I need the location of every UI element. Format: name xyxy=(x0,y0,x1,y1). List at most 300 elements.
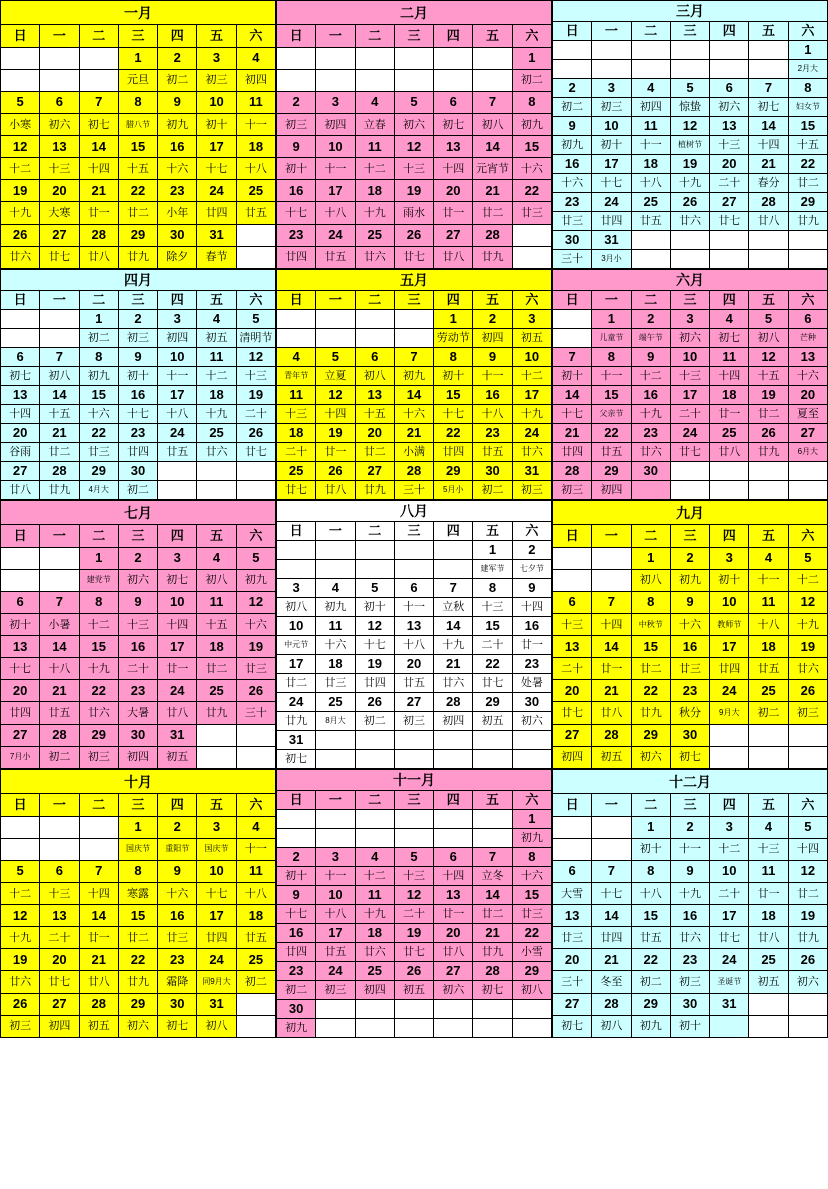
lunar-label: 廿二 xyxy=(473,202,512,224)
lunar-label: 廿八 xyxy=(316,481,355,500)
day-number: 27 xyxy=(553,993,592,1015)
day-number: 29 xyxy=(631,724,670,746)
day-number: 25 xyxy=(355,224,394,246)
lunar-label: 十一 xyxy=(670,838,709,860)
lunar-label: 春分 xyxy=(749,174,788,193)
lunar-label xyxy=(394,1019,433,1038)
lunar-label: 初二 xyxy=(473,481,512,500)
lunar-label: 三十 xyxy=(553,971,592,993)
lunar-label xyxy=(434,69,473,91)
weekday-header: 日 xyxy=(1,291,40,310)
day-number: 18 xyxy=(749,905,788,927)
lunar-label: 初八 xyxy=(355,367,394,386)
day-number: 12 xyxy=(670,117,709,136)
day-number: 18 xyxy=(355,924,394,943)
day-number: 29 xyxy=(118,224,157,246)
day-number: 26 xyxy=(1,993,40,1015)
day-number: 20 xyxy=(40,949,79,971)
day-number: 2 xyxy=(631,310,670,329)
day-number: 5 xyxy=(670,79,709,98)
lunar-label: 十六 xyxy=(512,867,551,886)
day-number: 15 xyxy=(512,136,551,158)
lunar-label: 廿二 xyxy=(277,674,316,693)
lunar-label: 廿三 xyxy=(553,927,592,949)
day-number: 14 xyxy=(79,136,118,158)
weekday-header: 四 xyxy=(158,25,197,47)
weekday-header: 五 xyxy=(749,794,788,816)
lunar-label: 廿五 xyxy=(473,443,512,462)
weekday-header: 六 xyxy=(788,794,827,816)
day-number: 14 xyxy=(592,636,631,658)
lunar-label: 立夏 xyxy=(316,367,355,386)
lunar-label xyxy=(749,60,788,79)
lunar-label: 廿一 xyxy=(79,202,118,224)
lunar-label: 初七 xyxy=(277,750,316,769)
day-number: 2 xyxy=(670,547,709,569)
day-number: 8 xyxy=(79,348,118,367)
month-title: 七月 xyxy=(1,501,276,525)
day-number xyxy=(236,993,275,1015)
lunar-label: 二十 xyxy=(236,405,275,424)
weekday-header: 日 xyxy=(1,794,40,816)
day-number: 10 xyxy=(512,348,551,367)
day-number: 9 xyxy=(670,860,709,882)
lunar-label: 十四 xyxy=(749,136,788,155)
day-number: 28 xyxy=(473,224,512,246)
day-number: 23 xyxy=(277,224,316,246)
day-number: 7 xyxy=(473,848,512,867)
day-number: 30 xyxy=(473,462,512,481)
day-number: 5 xyxy=(1,91,40,113)
lunar-label xyxy=(631,481,670,500)
day-number: 25 xyxy=(236,180,275,202)
day-number: 1 xyxy=(631,547,670,569)
lunar-label: 廿八 xyxy=(592,702,631,724)
lunar-label: 初三 xyxy=(277,113,316,135)
lunar-label: 廿五 xyxy=(592,443,631,462)
lunar-label: 廿九 xyxy=(749,443,788,462)
day-number: 9 xyxy=(512,579,551,598)
lunar-label: 廿五 xyxy=(749,658,788,680)
lunar-label: 初四 xyxy=(631,98,670,117)
lunar-label: 廿六 xyxy=(512,443,551,462)
lunar-label: 初三 xyxy=(394,712,433,731)
lunar-label: 初三 xyxy=(118,329,157,348)
lunar-label: 初九 xyxy=(631,1015,670,1037)
day-number: 3 xyxy=(158,310,197,329)
lunar-label: 十二 xyxy=(1,882,40,904)
lunar-label: 廿四 xyxy=(434,443,473,462)
weekday-header: 六 xyxy=(236,525,275,547)
day-number: 5 xyxy=(1,860,40,882)
weekday-header: 六 xyxy=(236,291,275,310)
day-number: 5 xyxy=(236,310,275,329)
weekday-header: 二 xyxy=(355,291,394,310)
day-number: 10 xyxy=(197,91,236,113)
lunar-label: 处暑 xyxy=(512,674,551,693)
day-number xyxy=(316,310,355,329)
day-number xyxy=(236,462,275,481)
lunar-label: 初六 xyxy=(394,113,433,135)
lunar-label: 廿六 xyxy=(1,246,40,268)
day-number: 20 xyxy=(553,680,592,702)
lunar-label xyxy=(158,481,197,500)
day-number: 12 xyxy=(236,348,275,367)
lunar-label: 廿七 xyxy=(236,443,275,462)
lunar-label: 廿三 xyxy=(512,202,551,224)
day-number: 17 xyxy=(277,655,316,674)
day-number: 2 xyxy=(670,816,709,838)
day-number: 12 xyxy=(316,386,355,405)
lunar-label: 廿九 xyxy=(277,712,316,731)
month-table xyxy=(0,0,276,269)
lunar-label: 十五 xyxy=(197,613,236,635)
lunar-label: 儿童节 xyxy=(592,329,631,348)
lunar-label xyxy=(394,829,433,848)
lunar-label: 初八 xyxy=(473,113,512,135)
lunar-label: 初二 xyxy=(118,481,157,500)
weekday-header: 日 xyxy=(277,291,316,310)
lunar-label xyxy=(512,1019,551,1038)
lunar-label: 廿二 xyxy=(788,882,827,904)
day-number: 23 xyxy=(158,949,197,971)
lunar-label: 初四 xyxy=(118,746,157,768)
day-number: 1 xyxy=(79,547,118,569)
lunar-label: 十八 xyxy=(158,405,197,424)
lunar-label: 廿六 xyxy=(631,443,670,462)
day-number: 8 xyxy=(592,348,631,367)
lunar-label: 十九 xyxy=(512,405,551,424)
weekday-header: 六 xyxy=(788,525,827,547)
lunar-label: 十四 xyxy=(1,405,40,424)
lunar-label: 十四 xyxy=(79,158,118,180)
lunar-label: 端午节 xyxy=(631,329,670,348)
weekday-header: 日 xyxy=(277,522,316,541)
day-number: 17 xyxy=(592,155,631,174)
day-number: 5 xyxy=(749,310,788,329)
day-number xyxy=(553,816,592,838)
day-number xyxy=(1,547,40,569)
lunar-label: 十五 xyxy=(40,405,79,424)
day-number: 7 xyxy=(79,91,118,113)
lunar-label: 初五 xyxy=(592,746,631,768)
weekday-header: 一 xyxy=(316,291,355,310)
lunar-label xyxy=(434,560,473,579)
lunar-label: 青年节 xyxy=(277,367,316,386)
day-number xyxy=(670,462,709,481)
lunar-label: 十一 xyxy=(749,569,788,591)
lunar-label xyxy=(473,69,512,91)
weekday-header: 三 xyxy=(394,522,433,541)
lunar-label xyxy=(592,569,631,591)
weekday-header: 二 xyxy=(355,25,394,47)
day-number xyxy=(592,41,631,60)
lunar-label: 十九 xyxy=(1,202,40,224)
lunar-label xyxy=(631,60,670,79)
day-number: 23 xyxy=(631,424,670,443)
day-number xyxy=(79,47,118,69)
lunar-label xyxy=(79,838,118,860)
day-number: 12 xyxy=(1,136,40,158)
lunar-label: 初六 xyxy=(631,746,670,768)
day-number: 17 xyxy=(316,924,355,943)
day-number: 4 xyxy=(355,91,394,113)
weekday-header: 四 xyxy=(434,791,473,810)
lunar-label xyxy=(277,829,316,848)
lunar-label: 十六 xyxy=(236,613,275,635)
day-number: 7 xyxy=(749,79,788,98)
day-number: 15 xyxy=(118,905,157,927)
lunar-label: 初二 xyxy=(79,329,118,348)
lunar-label: 初六 xyxy=(118,569,157,591)
day-number: 12 xyxy=(394,136,433,158)
lunar-label: 元宵节 xyxy=(473,158,512,180)
lunar-label: 初三 xyxy=(512,481,551,500)
day-number: 2 xyxy=(512,541,551,560)
day-number: 27 xyxy=(40,224,79,246)
lunar-label xyxy=(670,481,709,500)
day-number: 25 xyxy=(749,949,788,971)
day-number: 31 xyxy=(197,993,236,1015)
lunar-label: 廿二 xyxy=(118,927,157,949)
lunar-label: 秋分 xyxy=(670,702,709,724)
lunar-label: 十六 xyxy=(670,613,709,635)
lunar-label: 初八 xyxy=(277,598,316,617)
weekday-header: 六 xyxy=(512,291,551,310)
day-number: 10 xyxy=(277,617,316,636)
day-number xyxy=(394,731,433,750)
day-number: 11 xyxy=(631,117,670,136)
lunar-label: 十一 xyxy=(473,367,512,386)
lunar-label: 春节 xyxy=(197,246,236,268)
lunar-label: 十八 xyxy=(394,636,433,655)
weekday-header: 一 xyxy=(316,522,355,541)
lunar-label: 廿八 xyxy=(79,971,118,993)
day-number: 22 xyxy=(788,155,827,174)
lunar-label: 廿九 xyxy=(118,246,157,268)
lunar-label: 大雪 xyxy=(553,882,592,904)
weekday-header: 日 xyxy=(553,291,592,310)
lunar-label xyxy=(40,838,79,860)
day-number: 31 xyxy=(592,231,631,250)
day-number: 17 xyxy=(710,636,749,658)
lunar-label xyxy=(788,746,827,768)
lunar-label: 廿二 xyxy=(355,443,394,462)
lunar-label: 二十 xyxy=(118,658,157,680)
day-number xyxy=(434,541,473,560)
weekday-header: 四 xyxy=(158,525,197,547)
lunar-label: 十九 xyxy=(788,613,827,635)
lunar-label: 初四 xyxy=(40,1015,79,1037)
lunar-label: 廿三 xyxy=(553,212,592,231)
day-number: 8 xyxy=(631,860,670,882)
lunar-label: 十六 xyxy=(79,405,118,424)
lunar-label: 廿六 xyxy=(788,658,827,680)
weekday-header: 二 xyxy=(79,291,118,310)
day-number: 23 xyxy=(118,680,157,702)
lunar-label: 十三 xyxy=(277,405,316,424)
lunar-label: 9月大 xyxy=(710,702,749,724)
day-number xyxy=(236,724,275,746)
day-number: 4 xyxy=(749,816,788,838)
day-number: 19 xyxy=(1,949,40,971)
lunar-label xyxy=(553,838,592,860)
day-number: 13 xyxy=(355,386,394,405)
day-number: 20 xyxy=(553,949,592,971)
lunar-label: 初五 xyxy=(158,746,197,768)
lunar-label: 初八 xyxy=(631,569,670,591)
day-number: 22 xyxy=(512,924,551,943)
day-number: 17 xyxy=(197,136,236,158)
day-number: 15 xyxy=(434,386,473,405)
lunar-label: 十九 xyxy=(1,927,40,949)
day-number: 1 xyxy=(592,310,631,329)
day-number: 19 xyxy=(236,636,275,658)
lunar-label: 初九 xyxy=(512,829,551,848)
day-number: 5 xyxy=(236,547,275,569)
weekday-header: 六 xyxy=(512,25,551,47)
day-number: 31 xyxy=(710,993,749,1015)
day-number: 27 xyxy=(1,724,40,746)
lunar-label xyxy=(553,60,592,79)
month-table xyxy=(0,769,276,1038)
day-number: 29 xyxy=(79,462,118,481)
lunar-label: 十一 xyxy=(158,367,197,386)
day-number: 30 xyxy=(118,462,157,481)
lunar-label: 十九 xyxy=(355,905,394,924)
day-number xyxy=(394,541,433,560)
day-number xyxy=(473,731,512,750)
weekday-header: 日 xyxy=(553,22,592,41)
lunar-label xyxy=(1,329,40,348)
weekday-header: 三 xyxy=(394,291,433,310)
day-number: 20 xyxy=(434,924,473,943)
lunar-label xyxy=(473,829,512,848)
lunar-label: 十二 xyxy=(1,158,40,180)
lunar-label xyxy=(749,1015,788,1037)
lunar-label: 十三 xyxy=(40,158,79,180)
lunar-label: 廿五 xyxy=(158,443,197,462)
lunar-label: 初二 xyxy=(512,69,551,91)
day-number: 29 xyxy=(118,993,157,1015)
lunar-label: 十九 xyxy=(197,405,236,424)
lunar-label: 廿八 xyxy=(434,246,473,268)
day-number xyxy=(1,816,40,838)
month-title: 五月 xyxy=(277,270,552,291)
day-number: 27 xyxy=(394,693,433,712)
weekday-header: 三 xyxy=(670,525,709,547)
lunar-label: 初二 xyxy=(553,98,592,117)
month-title: 八月 xyxy=(277,501,552,522)
weekday-header: 四 xyxy=(710,794,749,816)
lunar-label: 十四 xyxy=(434,158,473,180)
lunar-label: 廿五 xyxy=(316,943,355,962)
day-number: 18 xyxy=(197,636,236,658)
lunar-label: 廿八 xyxy=(1,481,40,500)
lunar-label: 重阳节 xyxy=(158,838,197,860)
lunar-label xyxy=(316,1019,355,1038)
lunar-label: 廿六 xyxy=(197,443,236,462)
day-number: 19 xyxy=(394,924,433,943)
lunar-label: 廿四 xyxy=(592,212,631,231)
weekday-header: 日 xyxy=(553,794,592,816)
lunar-label: 初二 xyxy=(158,69,197,91)
lunar-label: 廿七 xyxy=(553,702,592,724)
lunar-label: 初八 xyxy=(197,569,236,591)
lunar-label: 廿一 xyxy=(512,636,551,655)
lunar-label: 雨水 xyxy=(394,202,433,224)
day-number: 28 xyxy=(592,724,631,746)
month-table xyxy=(276,0,552,269)
lunar-label: 初六 xyxy=(710,98,749,117)
weekday-header: 三 xyxy=(118,25,157,47)
day-number: 13 xyxy=(40,136,79,158)
day-number: 23 xyxy=(670,949,709,971)
lunar-label: 廿二 xyxy=(473,905,512,924)
month-title: 六月 xyxy=(553,270,828,291)
day-number xyxy=(79,816,118,838)
day-number: 25 xyxy=(236,949,275,971)
lunar-label: 二十 xyxy=(40,927,79,949)
month-table xyxy=(0,500,276,769)
day-number: 16 xyxy=(631,386,670,405)
day-number: 18 xyxy=(197,386,236,405)
day-number: 6 xyxy=(1,348,40,367)
day-number: 3 xyxy=(158,547,197,569)
day-number xyxy=(355,47,394,69)
day-number: 16 xyxy=(473,386,512,405)
day-number: 14 xyxy=(749,117,788,136)
day-number xyxy=(434,810,473,829)
lunar-label: 廿四 xyxy=(277,943,316,962)
lunar-label: 初六 xyxy=(118,1015,157,1037)
lunar-label: 廿四 xyxy=(355,674,394,693)
weekday-header: 一 xyxy=(592,22,631,41)
lunar-label: 十八 xyxy=(749,613,788,635)
day-number xyxy=(631,41,670,60)
day-number: 1 xyxy=(473,541,512,560)
weekday-header: 三 xyxy=(118,525,157,547)
month-title: 二月 xyxy=(277,1,552,25)
day-number xyxy=(670,231,709,250)
day-number: 4 xyxy=(277,348,316,367)
day-number: 17 xyxy=(158,636,197,658)
day-number: 9 xyxy=(277,886,316,905)
day-number: 10 xyxy=(710,591,749,613)
day-number: 26 xyxy=(749,424,788,443)
day-number: 13 xyxy=(434,886,473,905)
lunar-label xyxy=(316,560,355,579)
lunar-label: 十八 xyxy=(473,405,512,424)
day-number: 21 xyxy=(79,180,118,202)
weekday-header: 六 xyxy=(788,22,827,41)
day-number xyxy=(1,47,40,69)
day-number: 6 xyxy=(434,91,473,113)
lunar-label: 廿一 xyxy=(434,202,473,224)
day-number: 5 xyxy=(394,848,433,867)
day-number: 10 xyxy=(158,591,197,613)
day-number: 6 xyxy=(434,848,473,867)
lunar-label: 初七 xyxy=(158,569,197,591)
day-number: 5 xyxy=(788,547,827,569)
day-number: 25 xyxy=(631,193,670,212)
lunar-label: 十九 xyxy=(670,882,709,904)
day-number: 9 xyxy=(631,348,670,367)
day-number: 25 xyxy=(710,424,749,443)
weekday-header: 三 xyxy=(670,291,709,310)
lunar-label: 三十 xyxy=(553,250,592,269)
lunar-label: 初七 xyxy=(434,113,473,135)
